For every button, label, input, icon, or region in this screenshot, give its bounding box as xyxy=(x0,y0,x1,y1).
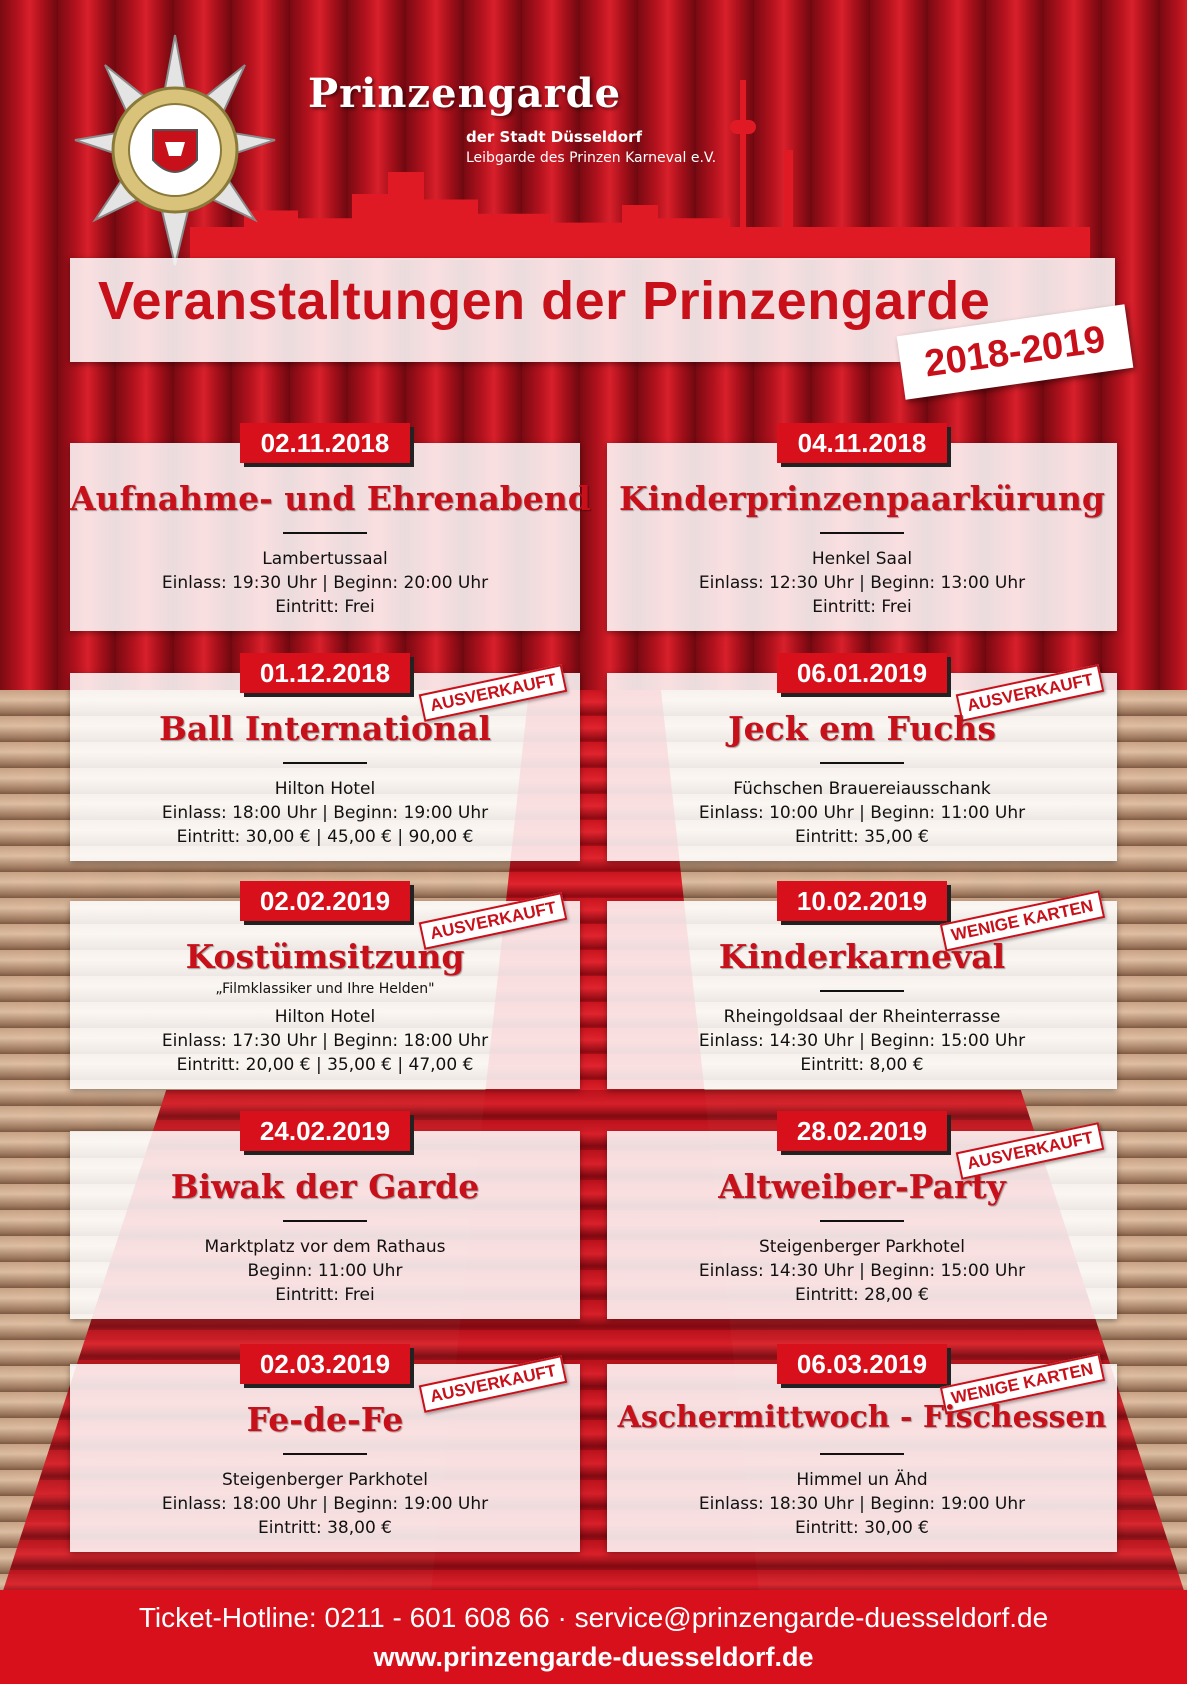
status-stamp: AUSVERKAUFT xyxy=(418,664,567,722)
event-price: Eintritt: Frei xyxy=(812,597,912,617)
event-price: Eintritt: Frei xyxy=(275,597,375,617)
event-details xyxy=(70,1468,580,1540)
tv-tower xyxy=(740,80,746,250)
season-year: 2018-2019 xyxy=(922,318,1108,385)
event-venue: Hilton Hotel xyxy=(274,1007,376,1027)
prinzengarde-emblem-icon xyxy=(70,30,280,270)
event-details xyxy=(607,1235,1117,1307)
event-price: Eintritt: 30,00 € xyxy=(795,1518,929,1538)
event-details xyxy=(70,547,580,619)
event-title: Ball International xyxy=(159,709,491,748)
event-price: Eintritt: 28,00 € xyxy=(795,1285,929,1305)
event-date: 24.02.2019 xyxy=(240,1111,410,1151)
event-divider xyxy=(283,1453,367,1455)
event-date: 28.02.2019 xyxy=(777,1111,947,1151)
event-date: 02.02.2019 xyxy=(240,881,410,921)
event-times: Einlass: 10:00 Uhr | Beginn: 11:00 Uhr xyxy=(698,803,1026,823)
event-times: Beginn: 11:00 Uhr xyxy=(247,1261,403,1281)
event-divider xyxy=(820,532,904,534)
event-card xyxy=(70,657,580,861)
brand-subtitle-city: der Stadt Düsseldorf xyxy=(466,128,643,146)
status-stamp: AUSVERKAUFT xyxy=(418,892,567,950)
event-details xyxy=(70,1235,580,1307)
event-date: 06.03.2019 xyxy=(777,1344,947,1384)
event-date: 10.02.2019 xyxy=(777,881,947,921)
event-times: Einlass: 18:00 Uhr | Beginn: 19:00 Uhr xyxy=(161,803,489,823)
event-details xyxy=(70,1005,580,1077)
event-details xyxy=(607,1005,1117,1077)
event-title: Aschermittwoch - Fischessen xyxy=(617,1400,1107,1435)
main-title: Veranstaltungen der Prinzengarde xyxy=(98,271,991,331)
event-divider xyxy=(820,1453,904,1455)
event-title: Kostümsitzung xyxy=(185,937,465,976)
event-divider xyxy=(820,990,904,992)
event-title: Altweiber-Party xyxy=(718,1167,1006,1206)
status-stamp: AUSVERKAUFT xyxy=(955,1122,1104,1180)
event-card xyxy=(607,1115,1117,1319)
event-card xyxy=(70,885,580,1089)
event-times: Einlass: 18:30 Uhr | Beginn: 19:00 Uhr xyxy=(698,1494,1026,1514)
event-date: 06.01.2019 xyxy=(777,653,947,693)
event-date: 02.03.2019 xyxy=(240,1344,410,1384)
event-price: Eintritt: 38,00 € xyxy=(258,1518,392,1538)
event-price: Eintritt: 20,00 € | 35,00 € | 47,00 € xyxy=(176,1055,474,1075)
event-times: Einlass: 12:30 Uhr | Beginn: 13:00 Uhr xyxy=(698,573,1026,593)
event-price: Eintritt: 8,00 € xyxy=(800,1055,924,1075)
event-title: Kinderprinzenpaarkürung xyxy=(619,479,1105,518)
event-venue: Rheingoldsaal der Rheinterrasse xyxy=(723,1007,1001,1027)
event-card xyxy=(70,1348,580,1552)
event-venue: Steigenberger Parkhotel xyxy=(221,1470,428,1490)
event-divider xyxy=(283,1220,367,1222)
event-venue: Füchschen Brauereiausschank xyxy=(733,779,991,799)
event-title: Kinderkarneval xyxy=(718,937,1006,976)
event-card xyxy=(607,885,1117,1089)
event-times: Einlass: 19:30 Uhr | Beginn: 20:00 Uhr xyxy=(161,573,489,593)
event-details xyxy=(70,777,580,849)
brand-title: Prinzengarde xyxy=(308,70,622,117)
brand-subtitle-leibgarde: Leibgarde des Prinzen Karneval e.V. xyxy=(466,150,717,166)
event-card xyxy=(70,1115,580,1319)
event-card xyxy=(607,657,1117,861)
event-times: Einlass: 14:30 Uhr | Beginn: 15:00 Uhr xyxy=(698,1261,1026,1281)
event-date: 04.11.2018 xyxy=(777,423,947,463)
event-times: Einlass: 18:00 Uhr | Beginn: 19:00 Uhr xyxy=(161,1494,489,1514)
event-price: Eintritt: 35,00 € xyxy=(795,827,929,847)
ticket-hotline: Ticket-Hotline: 0211 - 601 608 66 · service@prinzengarde-duesseldorf.de xyxy=(138,1602,1049,1633)
event-title: Jeck em Fuchs xyxy=(728,709,996,748)
event-venue: Lambertussaal xyxy=(262,549,388,569)
event-times: Einlass: 14:30 Uhr | Beginn: 15:00 Uhr xyxy=(698,1031,1026,1051)
event-price: Eintritt: 30,00 € | 45,00 € | 90,00 € xyxy=(176,827,474,847)
event-divider xyxy=(283,532,367,534)
event-divider xyxy=(283,762,367,764)
status-stamp: AUSVERKAUFT xyxy=(955,664,1104,722)
event-venue: Marktplatz vor dem Rathaus xyxy=(204,1237,446,1257)
status-stamp: WENIGE KARTEN xyxy=(939,1353,1104,1414)
event-divider xyxy=(820,1220,904,1222)
event-title: Fe-de-Fe xyxy=(246,1400,404,1439)
website-link[interactable]: www.prinzengarde-duesseldorf.de xyxy=(373,1642,814,1672)
event-venue: Hilton Hotel xyxy=(274,779,376,799)
event-times: Einlass: 17:30 Uhr | Beginn: 18:00 Uhr xyxy=(161,1031,489,1051)
event-subtitle: „Filmklassiker und Ihre Helden" xyxy=(215,981,435,997)
event-card xyxy=(607,427,1117,631)
event-title: Biwak der Garde xyxy=(170,1167,480,1206)
footer-bar xyxy=(0,1590,1187,1684)
event-details xyxy=(607,777,1117,849)
event-card xyxy=(70,427,591,631)
event-title: Aufnahme- und Ehrenabend xyxy=(70,479,591,518)
tv-tower-top xyxy=(730,120,756,134)
event-divider xyxy=(820,762,904,764)
event-card xyxy=(607,1348,1117,1552)
city-skyline xyxy=(190,150,1090,260)
event-details xyxy=(607,1468,1117,1540)
event-venue: Himmel un Ähd xyxy=(796,1470,928,1490)
event-price: Eintritt: Frei xyxy=(275,1285,375,1305)
status-stamp: AUSVERKAUFT xyxy=(418,1355,567,1413)
event-date: 02.11.2018 xyxy=(240,423,410,463)
event-venue: Steigenberger Parkhotel xyxy=(758,1237,965,1257)
event-details xyxy=(607,547,1117,619)
event-venue: Henkel Saal xyxy=(811,549,913,569)
status-stamp: WENIGE KARTEN xyxy=(939,890,1104,951)
event-date: 01.12.2018 xyxy=(240,653,410,693)
